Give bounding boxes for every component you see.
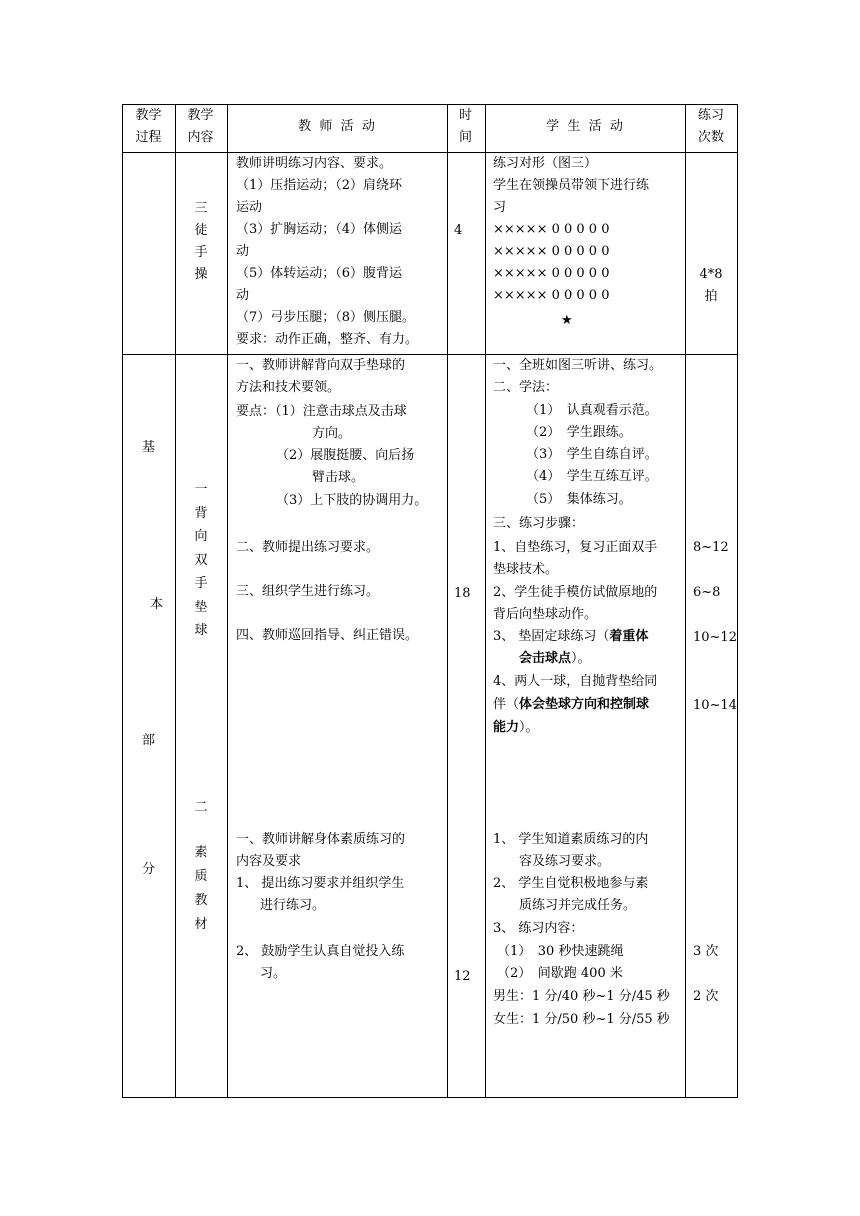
row2-student-b9: 女生：1 分/50 秒~1 分/55 秒 — [493, 1012, 670, 1027]
header-student-activity: 学 生 活 动 — [546, 119, 623, 134]
row2-teacher-b3: 1、 提出练习要求并组织学生 — [236, 876, 405, 891]
row2-student-b7: （2） 间歇跑 400 米 — [497, 966, 623, 981]
col-divider — [485, 105, 486, 1097]
row2-teacher-a2: 方法和技术要领。 — [236, 380, 341, 395]
row2-teacher-b1: 一、教师讲解身体素质练习的 — [236, 832, 406, 847]
row2-student-b3: 2、 学生自觉积极地参与素 — [493, 876, 649, 891]
row2-student-a14: 会击球点）。 — [519, 651, 591, 666]
row2-student-a15: 4、两人一球，自抛背垫给同 — [493, 674, 658, 689]
header-content: 教学 内容 — [187, 108, 214, 145]
row2-student-b4: 质练习并完成任务。 — [519, 898, 637, 913]
process-char-2: 本 — [150, 597, 164, 612]
row2-student-a9: 1、自垫练习，复习正面双手 — [493, 540, 658, 555]
header-process: 教学 过程 — [135, 108, 162, 145]
row2-student-a5: （3） 学生自练自评。 — [526, 447, 658, 462]
row1-time: 4 — [454, 223, 463, 238]
count-c4: 10~14 — [693, 698, 737, 713]
row2-teacher-a9: 三、组织学生进行练习。 — [236, 584, 380, 599]
row2-student-a7: （5） 集体练习。 — [526, 492, 632, 507]
row2-student-a6: （4） 学生互练互评。 — [526, 469, 658, 484]
row2-teacher-a5: （2）展腹挺腰、向后扬 — [276, 448, 415, 463]
count-c2: 6~8 — [693, 585, 721, 600]
row2-student-a10: 垫球技术。 — [493, 562, 559, 577]
row2-student-a12: 背后向垫球动作。 — [493, 607, 598, 622]
row2-student-a4: （2） 学生跟练。 — [526, 425, 632, 440]
process-char-3: 部 — [142, 733, 156, 748]
content-fitness-material: 素 质 教 材 — [194, 845, 208, 932]
header-time: 时 间 — [458, 108, 472, 145]
row2-teacher-b4: 进行练习。 — [260, 898, 326, 913]
row2-time-2: 12 — [454, 969, 471, 984]
row2-teacher-a4: 方向。 — [312, 426, 352, 441]
row2-student-a17: 能力）。 — [493, 720, 539, 735]
process-char-4: 分 — [142, 862, 156, 877]
header-teacher-activity: 教 师 活 动 — [298, 119, 375, 134]
col-divider — [685, 105, 686, 1097]
row2-student-b1: 1、 学生知道素质练习的内 — [493, 832, 649, 847]
row2-student-a13: 3、 垫固定球练习（着重体 — [493, 629, 649, 644]
row1-count: 4*8 拍 — [699, 267, 723, 304]
process-char-1: 基 — [142, 440, 156, 455]
row2-teacher-a3: 要点：（1）注意击球点及击球 — [236, 404, 407, 419]
row2-student-a1: 一、全班如图三听讲、练习。 — [493, 358, 663, 373]
row1-student-activity: 练习对形（图三） 学生在领操员带领下进行练 习 ××××× 0 0 0 0 0 ××××× 0 0 0 0 0 ××××× 0 0 0 0 0 ××××× 0 0 0 0 0 — [493, 156, 650, 303]
header-practice-count: 练习 次数 — [697, 108, 724, 145]
row2-teacher-a7: （3）上下肢的协调用力。 — [276, 493, 428, 508]
row2-teacher-a1: 一、教师讲解背向双手垫球的 — [236, 358, 406, 373]
count-c6: 2 次 — [693, 989, 719, 1004]
row2-student-a3: （1） 认真观看示范。 — [526, 403, 658, 418]
row2-student-b6: （1） 30 秒快速跳绳 — [497, 944, 624, 959]
col-divider — [175, 105, 176, 1097]
count-c3: 10~12 — [693, 630, 737, 645]
row2-teacher-a8: 二、教师提出练习要求。 — [236, 540, 380, 555]
row2-time-1: 18 — [454, 586, 471, 601]
row2-student-a2: 二、学法： — [493, 380, 559, 395]
row2-student-b5: 3、 练习内容： — [493, 921, 584, 936]
row2-teacher-a10: 四、教师巡回指导、纠正错误。 — [236, 628, 419, 643]
row2-teacher-b2: 内容及要求 — [236, 854, 302, 869]
col-divider — [447, 105, 448, 1097]
content-back-pass: 一 背 向 双 手 垫 球 — [194, 482, 208, 638]
star-icon: ★ — [561, 313, 573, 328]
row2-teacher-b5: 2、 鼓励学生认真自觉投入练 — [236, 944, 405, 959]
row2-teacher-a6: 臂击球。 — [312, 470, 365, 485]
row2-student-a11: 2、学生徒手模仿试做原地的 — [493, 585, 658, 600]
count-c1: 8~12 — [693, 540, 729, 555]
content-fitness-number: 二 — [194, 800, 208, 815]
row2-student-b2: 容及练习要求。 — [519, 854, 611, 869]
col-divider — [227, 105, 228, 1097]
row2-student-a16: 伴（体会垫球方向和控制球 — [493, 697, 650, 712]
content-freehand-exercise: 三 徒 手 操 — [194, 201, 208, 282]
count-c5: 3 次 — [693, 944, 719, 959]
row2-student-b8: 男生：1 分/40 秒~1 分/45 秒 — [493, 989, 670, 1004]
row2-student-a8: 三、练习步骤： — [493, 516, 585, 531]
row2-teacher-b6: 习。 — [260, 966, 287, 981]
row1-teacher-activity: 教师讲明练习内容、要求。 （1）压指运动；（2）肩绕环 运动 （3）扩胸运动；（4）体侧运 动 （5）体转运动；（6）腹背运 动 （7）弓步压腿；（8）侧压腿。 要求：动作正确，整齐、有力。 — [236, 156, 419, 347]
